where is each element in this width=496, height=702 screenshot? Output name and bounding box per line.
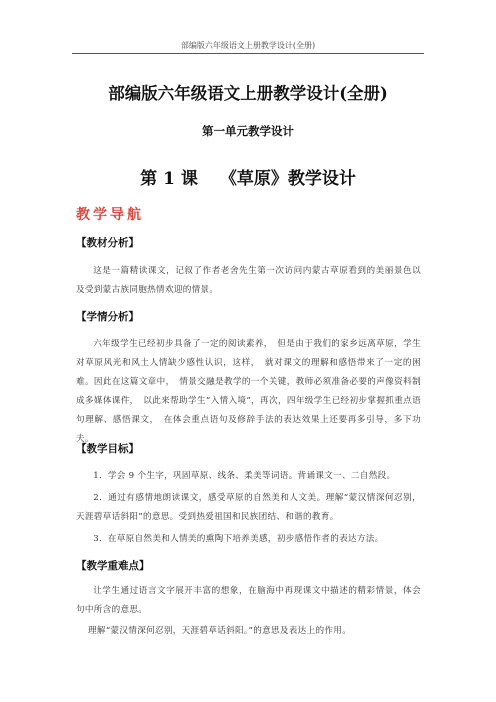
lesson-name: 《草原》教学设计 — [219, 169, 356, 189]
header-rule — [72, 53, 424, 54]
teaching-guide-heading: 教学导航 — [76, 207, 144, 223]
textbook-analysis-text: 这是一篇精读课文，记叙了作者老舍先生第一次访问内蒙古草原看到的美丽景色以及受到蒙古族同胞热情欢迎的情景。 — [76, 266, 421, 295]
unit-title: 第一单元教学设计 — [202, 124, 294, 138]
textbook-analysis-heading: 【教材分析】 — [76, 237, 139, 249]
teaching-goals-heading: 【教学目标】 — [76, 443, 139, 455]
teaching-goal-2: 2．通过有感情地朗读课文，感受草原的自然美和人文美。理解“蒙汉情深何忍别，天涯碧草话斜阳”的意思。受到热爱祖国和民族团结、和谐的教育。 — [76, 493, 421, 522]
student-analysis-text: 六年级学生已经初步具备了一定的阅读素养， 但是由于我们的家乡远离草原，学生对草原风光和风土人情缺少感性认识，这样， 就对课文的理解和感悟带来了一定的困难。因此在这篇文章中， 情景交融是教学的一个关键，教师必须准备必要的声像资料制成多媒体课件， 以此来帮助学生“入情入境”，再次，四年级学生已经初步掌握抓重点语句理解、感悟课文， 在体会重点语句及修辞手法的表达效果上还要再多引导，多下功夫。 — [76, 339, 421, 444]
document-title: 部编版六年级语文上册教学设计(全册) — [108, 84, 388, 103]
student-analysis-heading: 【学情分析】 — [76, 311, 139, 323]
lesson-number: 第 1 课 — [140, 169, 198, 189]
teaching-goal-3: 3．在草原自然美和人情美的熏陶下培养美感，初步感悟作者的表达方法。 — [93, 534, 384, 544]
key-point-1: 让学生通过语言文字展开丰富的想象，在脑海中再现课文中描述的精彩情景，体会句中所含的意思。 — [76, 586, 421, 615]
key-point-2: 理解“蒙汉情深何忍别，天涯碧草话斜阳。”的意思及表达上的作用。 — [88, 626, 352, 636]
running-header: 部编版六年级语文上册教学设计(全册) — [180, 41, 316, 50]
lesson-title — [0, 164, 496, 189]
key-points-heading: 【教学重难点】 — [76, 560, 150, 572]
teaching-goal-1: 1．学会 9 个生字，巩固草原、线条、柔美等词语。背诵课文一、二自然段。 — [93, 471, 396, 481]
